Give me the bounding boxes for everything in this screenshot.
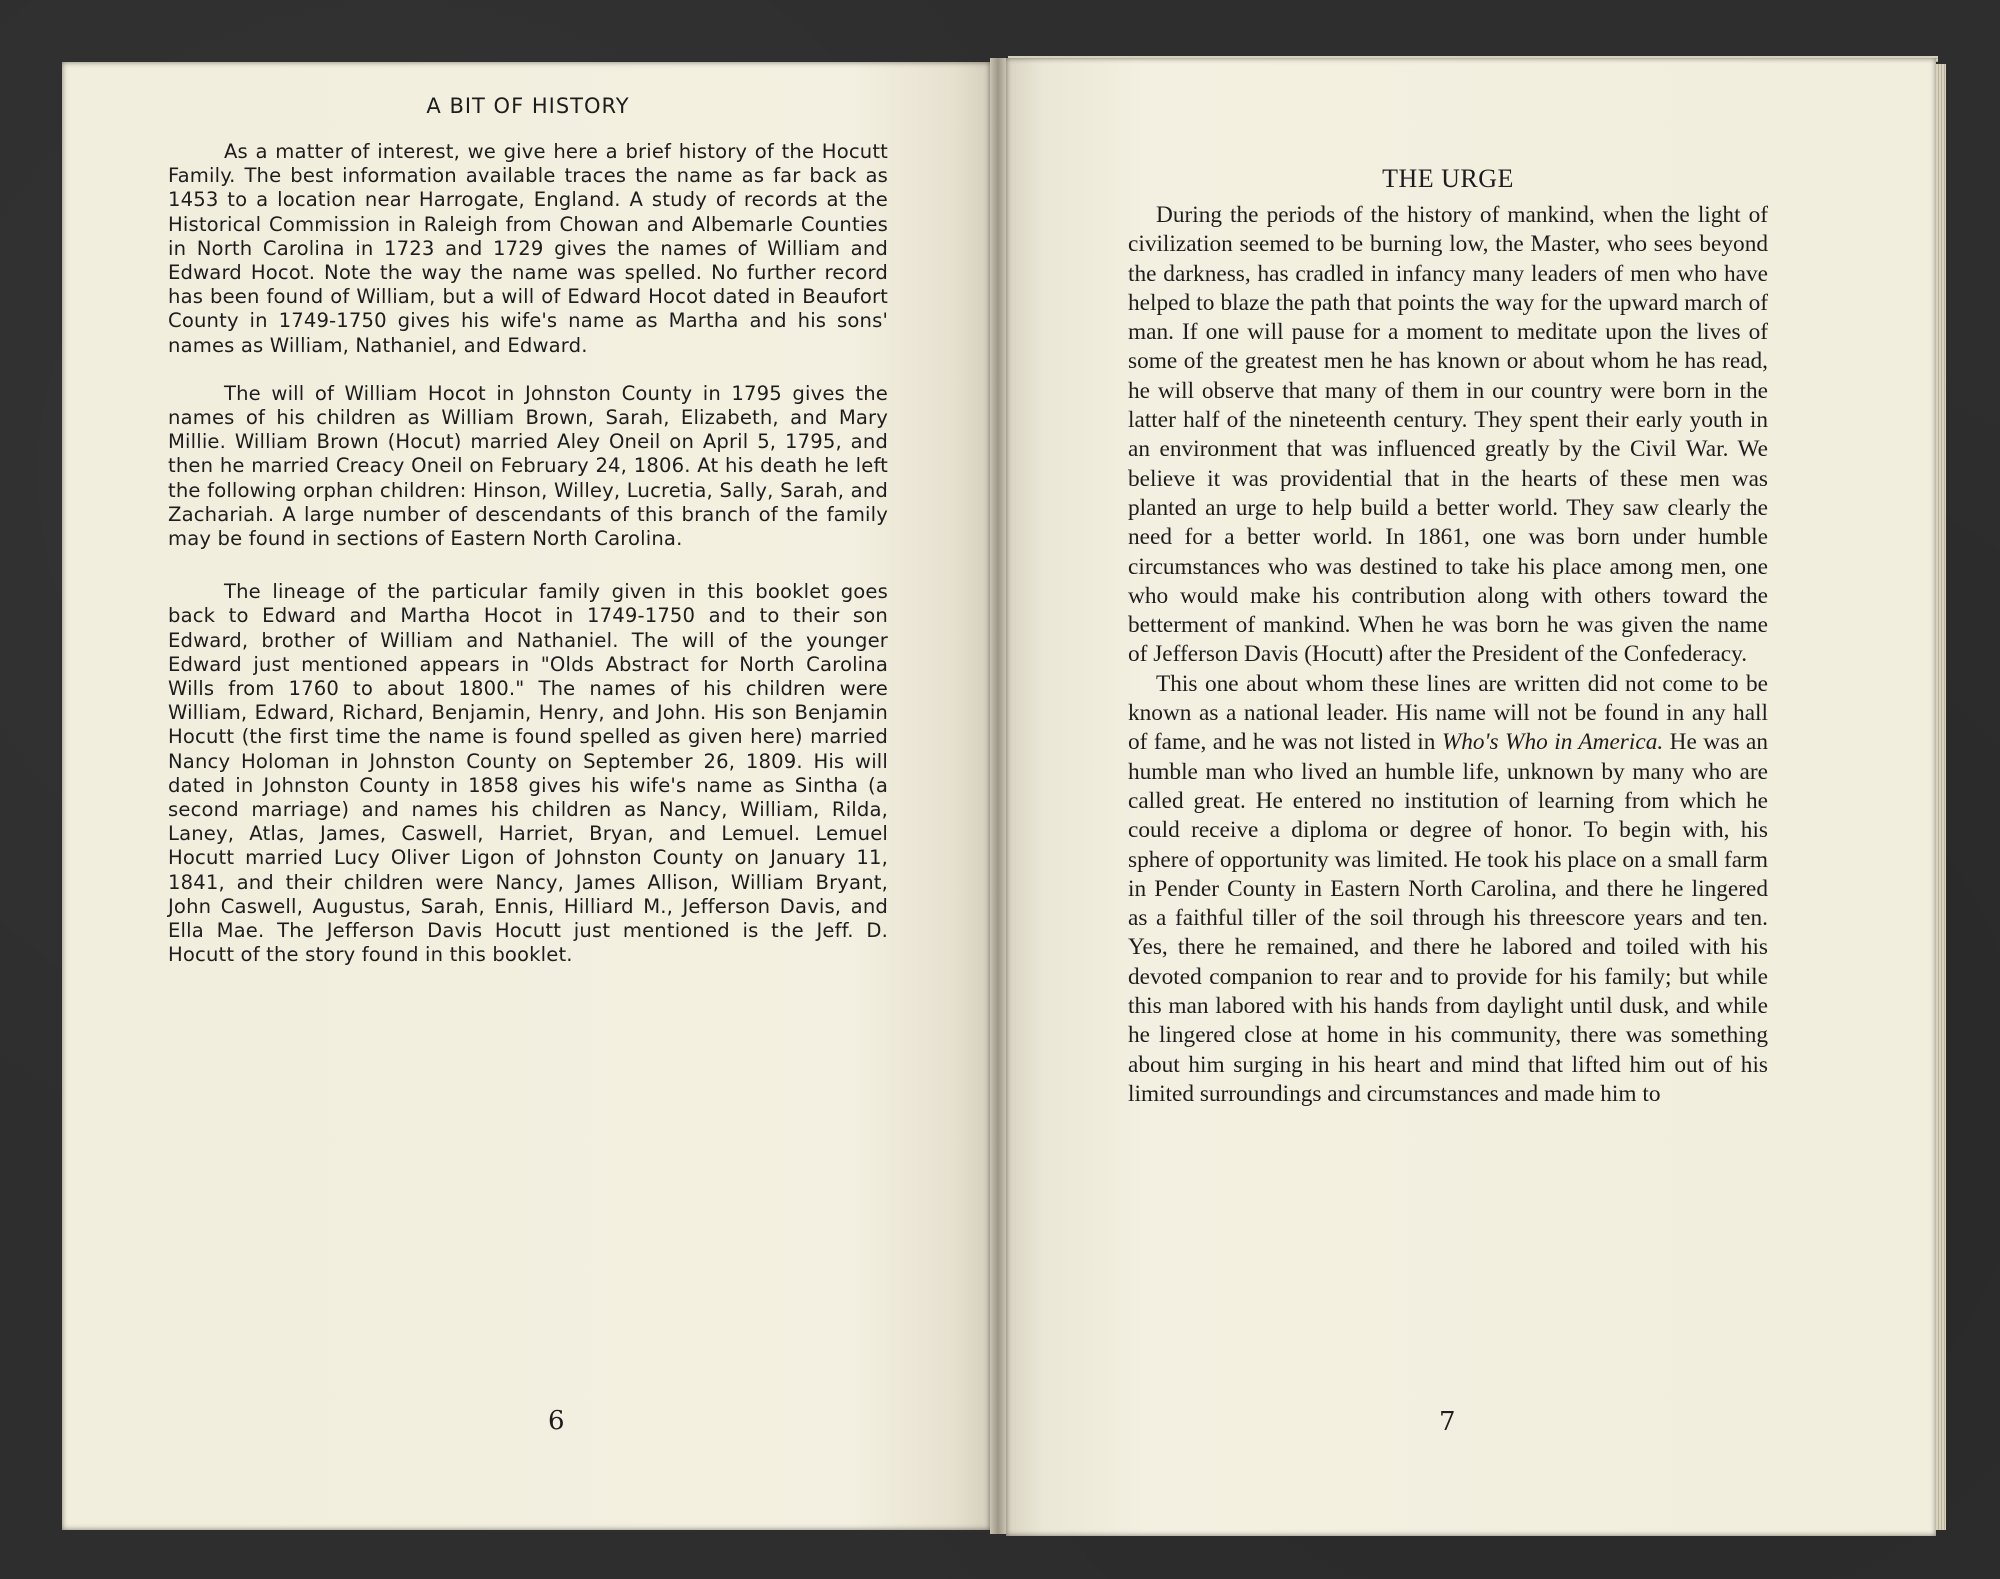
right-page-content [1128,164,1768,1109]
page-stack-side-edge [1936,64,1946,1530]
urge-paragraph-2-start: This one about whom these lines are written did not come to be known as a national leader. His name will not be found in any hall of fame, and he was not listed in [1128,670,1768,756]
left-page-number: 6 [548,1406,565,1436]
history-paragraph-1: As a matter of interest, we give here a brief history of the Hocutt Family. The best information available traces the name as far back as 1453 to a location near Harrogate, England. A study of records at the Historical Commission in Raleigh from Chowan and Albemarle Counties in North Carolina in 1723 and 1729 gives the names of William and Edward Hocot. Note the way the name was spelled. No further record has been found of William, but a will of Edward Hocot dated in Beaufort County in 1749-1750 gives his wife's name as Martha and his sons' names as William, Nathaniel, and Edward. [168,140,888,357]
history-paragraph-3: The lineage of the particular family given in this booklet goes back to Edward and Martha Hocot in 1749-1750 and to their son Edward, brother of William and Nathaniel. The will of the younger Edward just mentioned appears in "Olds Abstract for North Carolina Wills from 1760 to about 1800." The names of his children were William, Edward, Richard, Benjamin, Henry, and John. His son Benjamin Hocutt (the first time the name is found spelled as given here) married Nancy Holoman in Johnston County on September 26, 1809. His will dated in Johnston County in 1858 gives his wife's name as Sintha (a second marriage) and names his children as Nancy, William, Rilda, Laney, Atlas, James, Caswell, Harriet, Bryan, and Lemuel. Lemuel Hocutt married Lucy Oliver Ligon of Johnston County on January 11, 1841, and their children were Nancy, James Allison, William Bryant, John Caswell, Augustus, Sarah, Ennis, Hilliard M., Jefferson Davis, and Ella Mae. The Jefferson Davis Hocutt just mentioned is the Jeff. D. Hocutt of the story found in this booklet. [168,580,888,967]
left-page-content [168,94,888,968]
whos-who-title: Who's Who in America. [1441,729,1664,756]
left-page-title: A BIT OF HISTORY [426,94,630,118]
right-page-number: 7 [1439,1407,1456,1437]
right-page-title: THE URGE [1382,164,1514,193]
urge-paragraph-2 [1128,670,1768,1109]
urge-paragraph-1: During the periods of the history of mankind, when the light of civilization seemed to be burning low, the Master, who sees beyond the darkness, has cradled in infancy many leaders of men who have helped to blaze the path that points the way for the upward march of man. If one will pause for a moment to meditate upon the lives of some of the greatest men he has known or about whom he has read, he will observe that many of them in our country were born in the latter half of the nineteenth century. They spent their early youth in an environment that was influenced greatly by the Civil War. We believe it was providential that in the hearts of these men was planted an urge to help build a better world. They saw clearly the need for a better world. In 1861, one was born under humble circumstances who was destined to take his place among men, one who would make his contribution along with others toward the betterment of mankind. When he was born he was given the name of Jefferson Davis (Hocutt) after the President of the Confederacy. [1128,202,1768,668]
urge-paragraph-2-rest: He was an humble man who lived an humble life, unknown by many who are called great. He entered no institution of learning from which he could receive a diploma or degree of honor. To begin with, his sphere of opportunity was limited. He took his place on a small farm in Pender County in Eastern North Carolina, and there he lingered as a faithful tiller of the soil through his threescore years and ten. Yes, there he remained, and there he labored and toiled with his devoted companion to rear and to provide for his family; but while this man labored with his hands from daylight until dusk, and while he lingered close at home in his community, there was something about him surging in his heart and mind that lifted him out of his limited surroundings and circumstances and made him to [1128,729,1768,1107]
book-gutter [990,58,1006,1534]
history-paragraph-2: The will of William Hocot in Johnston County in 1795 gives the names of his children as William Brown, Sarah, Elizabeth, and Mary Millie. William Brown (Hocut) married Aley Oneil on April 5, 1795, and then he married Creacy Oneil on February 24, 1806. At his death he left the following orphan children: Hinson, Willey, Lucretia, Sally, Sarah, and Zachariah. A large number of descendants of this branch of the family may be found in sections of Eastern North Carolina. [168,381,888,551]
